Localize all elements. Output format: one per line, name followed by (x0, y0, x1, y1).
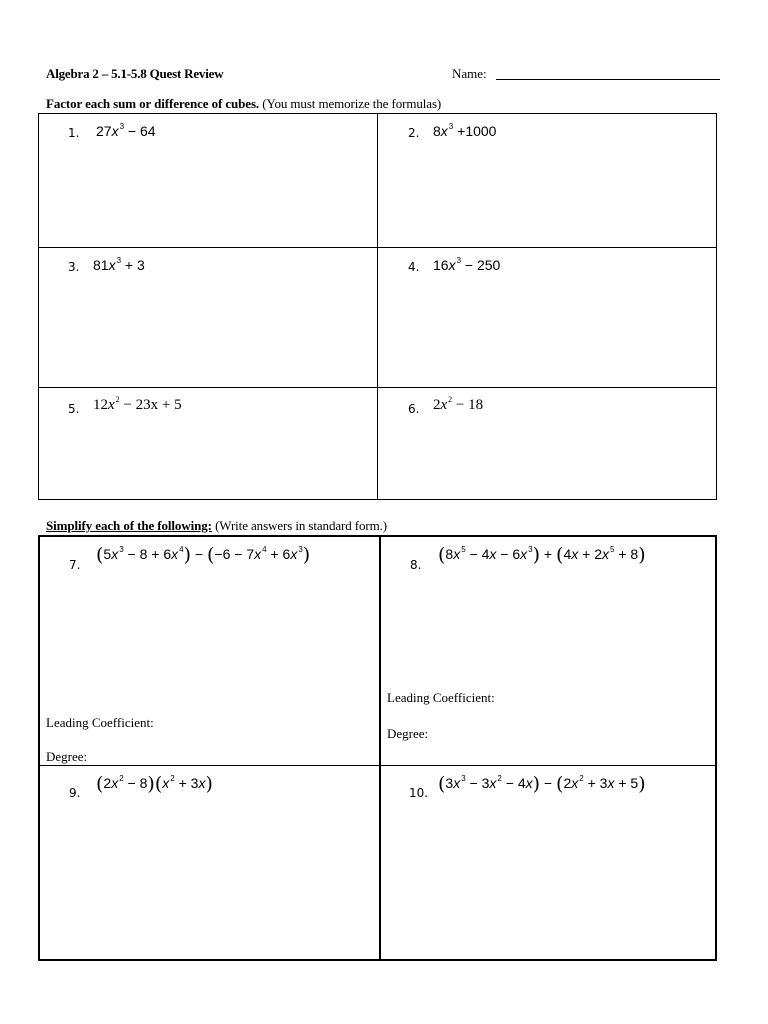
leading-coefficient-label: Leading Coefficient: (387, 690, 495, 705)
problem-cell-2[interactable] (378, 114, 717, 248)
problem-number: 4. (408, 260, 420, 274)
section1-instruction-note: (You must memorize the formulas) (262, 96, 442, 111)
problem-cell-6[interactable] (378, 388, 717, 500)
problem-cell-3[interactable] (39, 248, 378, 388)
problem-expression: $81x^3 + 3$ (93, 256, 145, 273)
problem-cell-8[interactable] (380, 536, 716, 765)
problem-expression: $16x^3 - 250$ (433, 256, 501, 273)
problem-expression: $(5x^3 - 8 + 6x^4) - (-6 - 7x^4 + 6x^3)$ (96, 544, 311, 566)
problem-number: 6. (408, 402, 420, 416)
problem-expression: $(3x^3 - 3x^2 - 4x) - (2x^2 + 3x + 5)$ (438, 772, 646, 795)
section2-instruction (46, 518, 387, 534)
problem-number: 9. (69, 785, 81, 800)
problem-number: 2. (408, 126, 420, 140)
simplify-problems-grid (38, 535, 717, 961)
problem-expression: $2x^2 - 18$ (433, 395, 484, 413)
factor-problems-grid (38, 113, 717, 500)
problem-cell-9[interactable] (39, 765, 380, 960)
problem-expression: $(8x^5 - 4x - 6x^3) + (4x + 2x^5 + 8)$ (438, 544, 646, 566)
problem-cell-5[interactable] (39, 388, 378, 500)
problem-number: 1. (68, 126, 80, 140)
page-title: Algebra 2 – 5.1-5.8 Quest Review (46, 66, 224, 81)
name-label: Name: (452, 66, 487, 81)
problem-expression: $27x^3 - 64$ (96, 122, 156, 139)
problem-number: 10. (409, 785, 429, 800)
name-blank-line[interactable] (496, 79, 720, 80)
section1-instruction (46, 96, 441, 112)
problem-number: 5. (68, 402, 80, 416)
problem-number: 3. (68, 260, 80, 274)
problem-number: 8. (410, 558, 422, 572)
problem-expression: $(2x^2 - 8)(x^2 + 3x)$ (96, 772, 213, 795)
header (46, 66, 720, 84)
problem-expression: $8x^3 +1000$ (433, 122, 497, 139)
degree-label: Degree: (46, 749, 88, 764)
problem-number: 7. (69, 558, 81, 572)
section2-instruction-bold: Simplify each of the following: (46, 518, 212, 533)
leading-coefficient-label: Leading Coefficient: (46, 715, 154, 730)
problem-cell-10[interactable] (380, 765, 716, 960)
problem-cell-1[interactable] (39, 114, 378, 248)
problem-cell-4[interactable] (378, 248, 717, 388)
degree-label: Degree: (387, 726, 429, 741)
section1-instruction-bold: Factor each sum or difference of cubes. (46, 96, 260, 111)
problem-expression: $12x^2 - 23x + 5$ (93, 395, 182, 413)
section2-instruction-note: (Write answers in standard form.) (215, 518, 388, 533)
problem-cell-7[interactable] (39, 536, 380, 765)
